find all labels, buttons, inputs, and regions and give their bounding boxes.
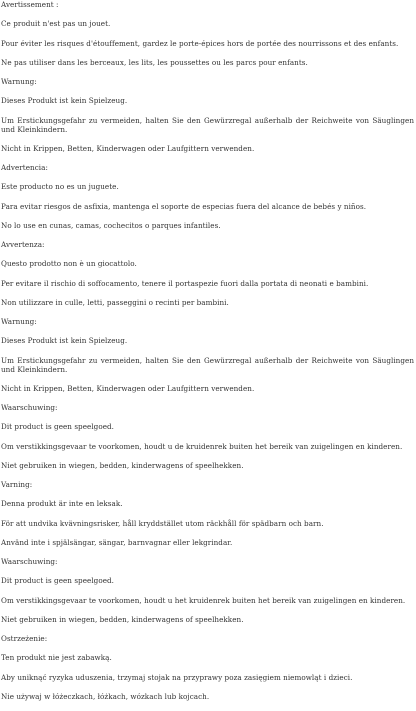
warning-line: Este producto no es un juguete. [1,182,119,192]
warning-line: Denna produkt är inte en leksak. [1,499,123,509]
warning-section-dutch [1,403,414,470]
section-heading: Waarschuwing: [1,403,58,412]
warning-section-swedish [1,480,414,547]
warning-line: Dit product is geen speelgoed. [1,576,114,586]
section-heading: Avertissement : [1,0,59,9]
warning-line: Pour éviter les risques d'étouffement, gardez le porte-épices hors de portée des nourrissons et des enfants. [1,38,399,48]
warning-section-spanish [1,163,414,230]
warning-line: Aby uniknąć ryzyka uduszenia, trzymaj stojak na przyprawy poza zasięgiem niemowląt i dzieci. [1,672,353,682]
warning-line: Om verstikkingsgevaar te voorkomen, houdt u de kruidenrek buiten het bereik van zuigelingen en kinderen. [1,441,403,451]
warning-line: Nie używaj w łóżeczkach, łóżkach, wózkach lub kojcach. [1,691,210,701]
warning-line: Dit product is geen speelgoed. [1,422,114,432]
section-heading: Advertencia: [1,163,48,172]
warning-line: Ten produkt nie jest zabawką. [1,653,112,663]
section-heading: Waarschuwing: [1,557,58,566]
warning-section-polish [1,634,414,701]
section-heading: Ostrzeżenie: [1,634,48,643]
warning-line: Niet gebruiken in wiegen, bedden, kinderwagens of speelhekken. [1,614,244,624]
section-heading: Warnung: [1,77,37,86]
warning-line: Nicht in Krippen, Betten, Kinderwagen oder Laufgittern verwenden. [1,143,255,153]
warning-line: Ce produit n'est pas un jouet. [1,19,111,29]
section-heading: Avvertenza: [1,240,45,249]
warning-section-german-repeat [1,317,414,393]
warning-line: Om verstikkingsgevaar te voorkomen, houdt u het kruidenrek buiten het bereik van zuigelingen en kinderen. [1,595,406,605]
section-heading: Varning: [1,480,33,489]
warning-line: Ne pas utiliser dans les berceaux, les lits, les poussettes ou les parcs pour enfants. [1,57,308,67]
warning-line: Um Erstickungsgefahr zu vermeiden, halten Sie den Gewürzregal außerhalb der Reichweite von Säuglingen und Kleinkindern. [1,355,414,374]
warning-line: Per evitare il rischio di soffocamento, tenere il portaspezie fuori dalla portata di neonati e bambini. [1,278,369,288]
warning-line: Nicht in Krippen, Betten, Kinderwagen oder Laufgittern verwenden. [1,383,255,393]
warning-section-italian [1,240,414,307]
warning-line: Questo prodotto non è un giocattolo. [1,259,137,269]
warning-line: Dieses Produkt ist kein Spielzeug. [1,336,128,346]
warning-line: Um Erstickungsgefahr zu vermeiden, halten Sie den Gewürzregal außerhalb der Reichweite von Säuglingen und Kleinkindern. [1,115,414,134]
section-heading: Warnung: [1,317,37,326]
warning-section-german [1,77,414,153]
warning-line: Dieses Produkt ist kein Spielzeug. [1,96,128,106]
warning-line: Använd inte i spjälsängar, sängar, barnvagnar eller lekgrindar. [1,537,233,547]
warning-document [1,0,414,711]
warning-line: Non utilizzare in culle, letti, passeggini o recinti per bambini. [1,297,229,307]
warning-section-dutch-repeat [1,557,414,624]
warning-line: Niet gebruiken in wiegen, bedden, kinderwagens of speelhekken. [1,460,244,470]
warning-line: No lo use en cunas, camas, cochecitos o parques infantiles. [1,220,221,230]
warning-line: Para evitar riesgos de asfixia, mantenga el soporte de especias fuera del alcance de bebés y niños. [1,201,367,211]
warning-section-french [1,0,414,67]
warning-line: För att undvika kvävningsrisker, håll kryddstället utom räckhåll för spädbarn och barn. [1,518,324,528]
